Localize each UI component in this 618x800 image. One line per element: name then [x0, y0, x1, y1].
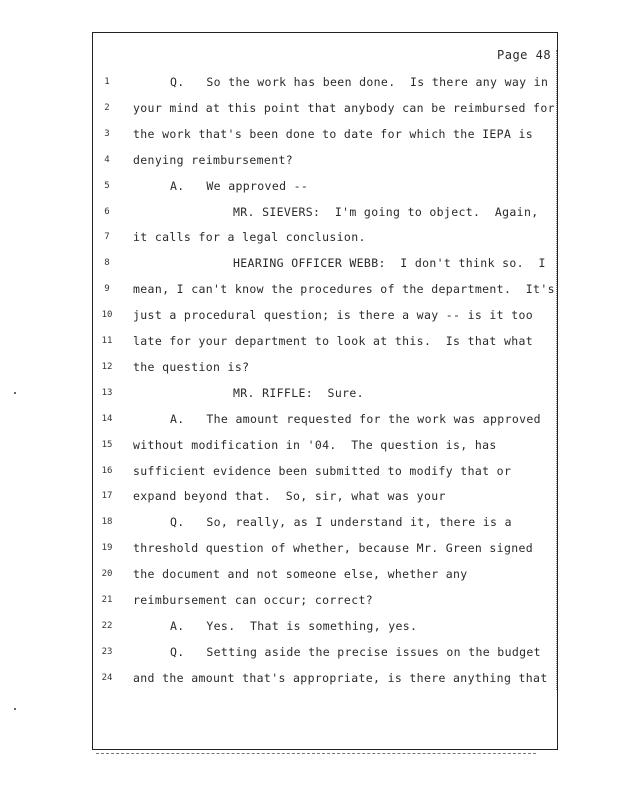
- line-number: 17: [101, 491, 113, 502]
- scan-speck: [14, 708, 16, 710]
- transcript-line: expand beyond that. So, sir, what was your: [133, 489, 446, 504]
- line-number: 15: [101, 439, 113, 450]
- footer-rule: [96, 753, 536, 754]
- line-number: 16: [101, 465, 113, 476]
- line-number: 23: [101, 646, 113, 657]
- scan-speck: [14, 392, 16, 394]
- line-number: 21: [101, 595, 113, 605]
- transcript-line: the question is?: [133, 359, 250, 374]
- transcript-line: Q. So, really, as I understand it, there is a: [170, 515, 512, 530]
- transcript-line: the work that's been done to date for which the IEPA is: [133, 126, 534, 141]
- transcript-line: mean, I can't know the procedures of the department. It's: [133, 282, 555, 297]
- line-number: 3: [104, 128, 110, 139]
- transcript-line: late for your department to look at this. Is that what: [133, 334, 534, 348]
- line-number: 1: [104, 77, 110, 87]
- scan-margin-specks: [556, 50, 561, 690]
- line-number: 2: [104, 102, 110, 113]
- transcript-line: the document and not someone else, whether any: [133, 567, 468, 582]
- line-number: 12: [101, 361, 113, 372]
- line-number: 5: [104, 180, 110, 191]
- transcript-line: A. We approved --: [170, 178, 309, 193]
- line-number: 10: [101, 310, 113, 321]
- line-number: 6: [104, 206, 110, 217]
- transcript-line: A. The amount requested for the work was approved: [170, 411, 541, 426]
- transcript-line: Q. Setting aside the precise issues on the budget: [170, 644, 541, 659]
- line-number: 9: [104, 284, 110, 295]
- transcript-line: sufficient evidence been submitted to modify that or: [133, 463, 512, 478]
- transcript-line: without modification in '04. The question is, has: [133, 437, 497, 452]
- transcript-line: and the amount that's appropriate, is there anything that: [133, 670, 548, 685]
- line-number: 22: [101, 620, 113, 631]
- transcript-line: reimbursement can occur; correct?: [133, 593, 374, 607]
- transcript-line: your mind at this point that anybody can be reimbursed for: [133, 100, 555, 115]
- transcript-line: MR. RIFFLE: Sure.: [233, 385, 364, 400]
- page-number: Page 48: [497, 48, 552, 62]
- line-number: 4: [104, 154, 110, 165]
- line-number: 19: [101, 543, 113, 554]
- transcript-line: threshold question of whether, because Mr. Green signed: [133, 541, 534, 556]
- transcript-line: it calls for a legal conclusion.: [133, 230, 366, 245]
- transcript-line: A. Yes. That is something, yes.: [170, 618, 418, 633]
- line-number: 18: [101, 517, 113, 528]
- transcript-line: MR. SIEVERS: I'm going to object. Again,: [233, 204, 539, 219]
- line-number: 13: [101, 387, 113, 398]
- line-number: 20: [101, 569, 113, 580]
- line-number: 7: [104, 232, 110, 243]
- transcript-line: just a procedural question; is there a way -- is it too: [133, 308, 534, 323]
- transcript-line: HEARING OFFICER WEBB: I don't think so. I: [233, 256, 546, 271]
- transcript-line: Q. So the work has been done. Is there any way in: [170, 75, 549, 89]
- line-number: 24: [101, 672, 113, 683]
- line-number: 8: [104, 258, 110, 269]
- line-number: 14: [101, 413, 113, 424]
- line-number: 11: [101, 336, 113, 346]
- transcript-line: denying reimbursement?: [133, 152, 294, 167]
